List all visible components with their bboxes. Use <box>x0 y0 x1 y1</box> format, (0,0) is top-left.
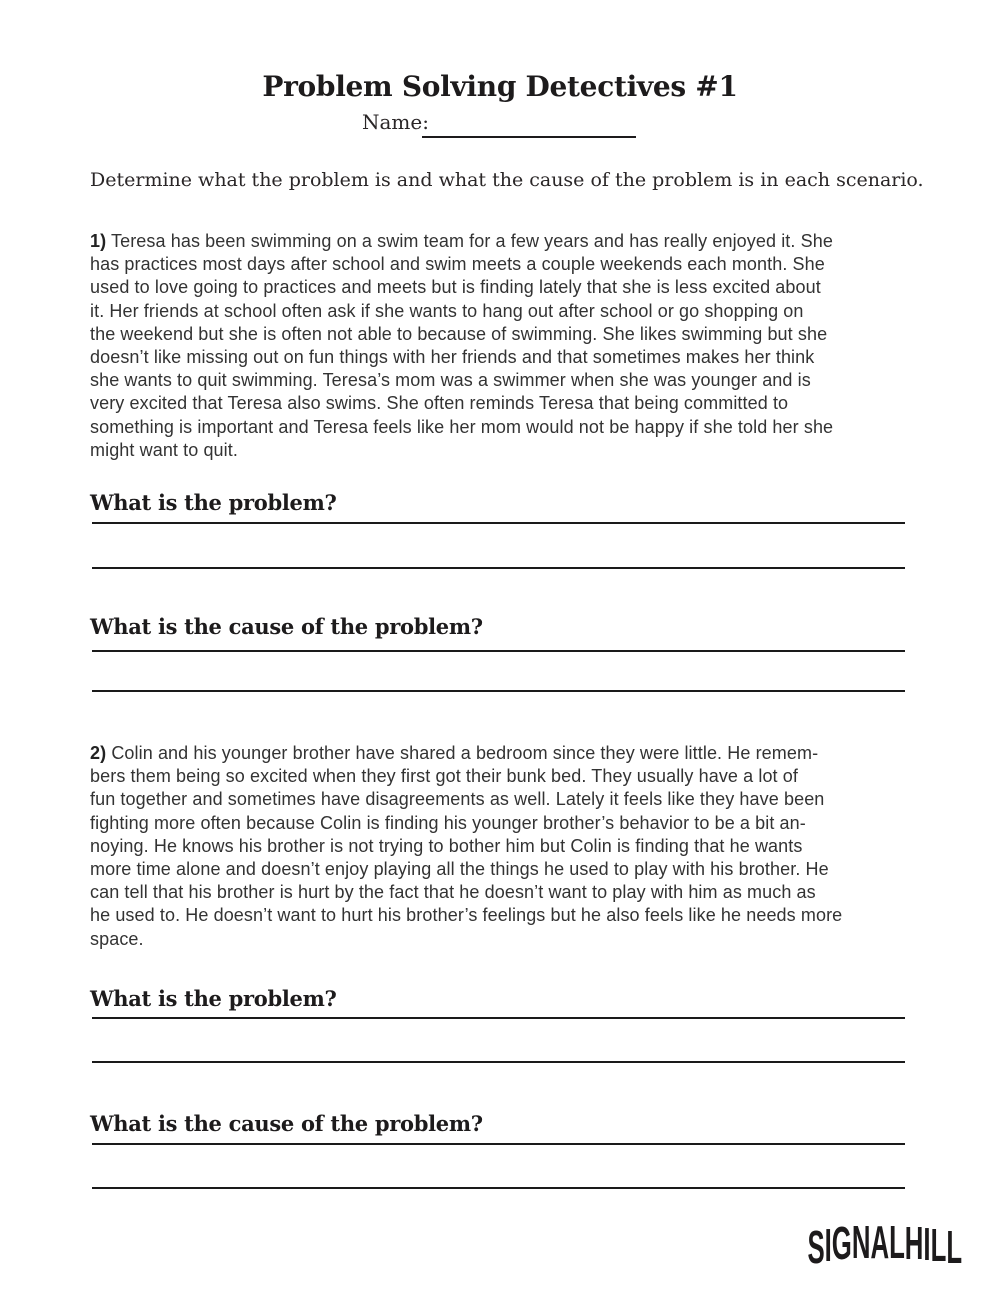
answer-line <box>92 1143 905 1145</box>
answer-line <box>92 522 905 524</box>
answer-line <box>92 1061 905 1063</box>
scenario-2-text <box>90 742 930 951</box>
name-label: Name: <box>362 110 429 134</box>
page-title: Problem Solving Detectives #1 <box>262 70 738 103</box>
scenario-1-body-lines: has practices most days after school and swim meets a couple weekends each month. She used to love going to practices and meets but is finding lately that she is less excited about it. Her friends at school often ask if she wants to hang out after school or go shopping on the weekend but she is often not able to because of swimming. She likes swimming but she doesn’t like missing out on fun things with her friends and that sometimes makes her think she wants to quit swimming. Teresa’s mom was a swimmer when she was younger and is very excited that Teresa also swims. She often reminds Teresa that being committed to something is important and Teresa feels like her mom would not be happy if she told her she might want to quit. <box>90 254 834 460</box>
scenario-1-first-line <box>90 230 930 253</box>
scenario-2-cause-question: What is the cause of the problem? <box>90 1111 483 1136</box>
answer-line <box>92 567 905 569</box>
scenario-1-cause-question: What is the cause of the problem? <box>90 614 483 639</box>
scenario-2-number: 2) <box>90 743 107 763</box>
scenario-2-body-lines: bers them being so excited when they first got their bunk bed. They usually have a lot of fun together and sometimes have disagreements as well. Lately it feels like they have been fighting more often because Colin is finding his younger brother’s behavior to be a bit an- noying. He knows his brother is not trying to bother him but Colin is finding that he wants more time alone and doesn’t enjoy playing all the things he used to play with his brother. He can tell that his brother is hurt by the fact that he doesn’t want to play with him as much as he used to. He doesn’t want to hurt his brother’s feelings but he also feels like he needs more space. <box>90 766 843 949</box>
scenario-1-number: 1) <box>90 231 107 251</box>
answer-line <box>92 690 905 692</box>
signalhill-logo: SIGNALHILL <box>807 1216 962 1273</box>
name-blank-line <box>422 136 636 138</box>
scenario-1-first-line-text: Teresa has been swimming on a swim team for a few years and has really enjoyed it. She <box>106 231 833 251</box>
scenario-1-text <box>90 230 930 462</box>
scenario-1-problem-question: What is the problem? <box>90 490 337 515</box>
answer-line <box>92 650 905 652</box>
answer-line <box>92 1187 905 1189</box>
instruction-text: Determine what the problem is and what the cause of the problem is in each scenario. <box>90 169 924 191</box>
scenario-2-first-line-text: Colin and his younger brother have shared a bedroom since they were little. He remem- <box>106 743 819 763</box>
answer-line <box>92 1017 905 1019</box>
scenario-2-first-line <box>90 742 930 765</box>
scenario-2-problem-question: What is the problem? <box>90 986 337 1011</box>
